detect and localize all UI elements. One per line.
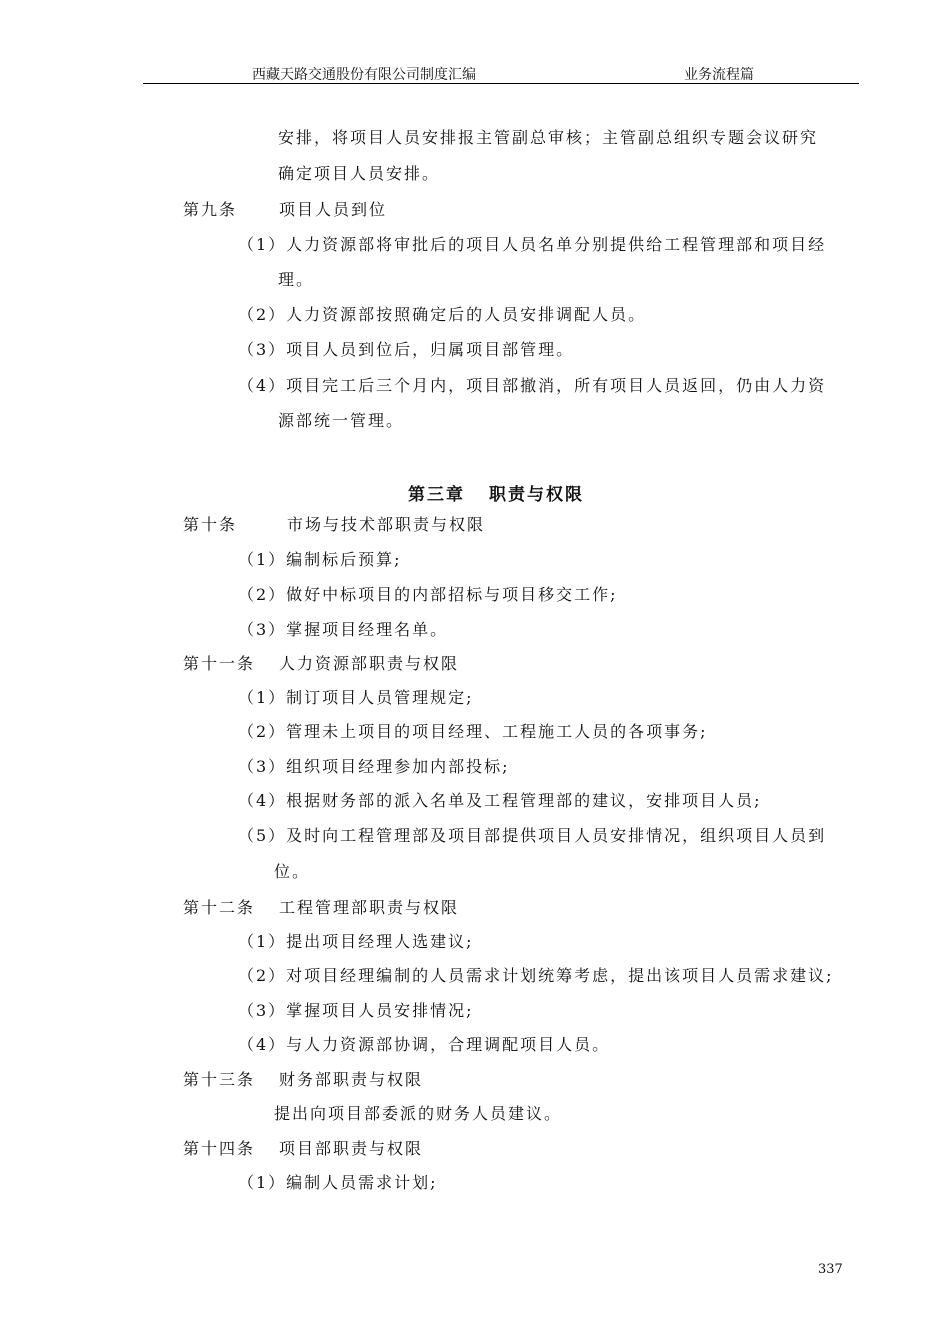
list-item: （3）项目人员到位后，归属项目部管理。 — [238, 340, 575, 359]
list-item: （4）根据财务部的派入名单及工程管理部的建议，安排项目人员; — [238, 791, 762, 810]
article-title: 项目人员到位 — [279, 200, 388, 219]
list-item: （2）做好中标项目的内部招标与项目移交工作; — [238, 585, 618, 604]
list-item: （1）制订项目人员管理规定; — [238, 688, 474, 707]
article-title: 人力资源部职责与权限 — [279, 654, 460, 673]
article-number: 第十条 — [183, 515, 238, 534]
article-number: 第十一条 — [183, 654, 256, 673]
article-title: 工程管理部职责与权限 — [279, 898, 460, 917]
paragraph-line: 确定项目人员安排。 — [278, 164, 441, 183]
list-item: 源部统一管理。 — [278, 411, 405, 430]
article-title: 财务部职责与权限 — [279, 1070, 424, 1089]
chapter-number: 第三章 — [408, 485, 465, 505]
article-number: 第十四条 — [183, 1139, 256, 1158]
article-heading — [183, 1139, 423, 1159]
article-heading — [183, 1070, 423, 1090]
list-item: （3）组织项目经理参加内部投标; — [238, 757, 510, 776]
list-item: （1）人力资源部将审批后的项目人员名单分别提供给工程管理部和项目经 — [238, 235, 827, 254]
header-company-title: 西藏天路交通股份有限公司制度汇编 — [252, 67, 476, 83]
list-item: （3）掌握项目经理名单。 — [238, 620, 449, 639]
list-item: 位。 — [274, 862, 311, 881]
list-item: （2）人力资源部按照确定后的人员安排调配人员。 — [238, 305, 647, 324]
article-number: 第十二条 — [183, 898, 256, 917]
page-number: 337 — [818, 1262, 843, 1277]
chapter-title: 职责与权限 — [489, 485, 584, 505]
list-item: （1）编制标后预算; — [238, 550, 402, 569]
article-number: 第十三条 — [183, 1070, 256, 1089]
article-title: 市场与技术部职责与权限 — [287, 515, 486, 534]
paragraph-line: 安排，将项目人员安排报主管副总审核；主管副总组织专题会议研究 — [278, 128, 819, 147]
paragraph-line: 提出向项目部委派的财务人员建议。 — [274, 1104, 563, 1123]
article-number: 第九条 — [183, 200, 238, 219]
list-item: （5）及时向工程管理部及项目部提供项目人员安排情况，组织项目人员到 — [238, 826, 827, 845]
article-heading — [183, 200, 387, 220]
list-item: （3）掌握项目人员安排情况; — [238, 1001, 474, 1020]
list-item: 理。 — [278, 270, 315, 289]
article-heading — [183, 654, 459, 674]
list-item: （4）项目完工后三个月内，项目部撤消，所有项目人员返回，仍由人力资 — [238, 376, 827, 395]
list-item: （1）编制人员需求计划; — [238, 1173, 438, 1192]
chapter-heading — [0, 480, 950, 505]
list-item: （1）提出项目经理人选建议; — [238, 932, 474, 951]
header-section-title: 业务流程篇 — [684, 67, 754, 83]
header-rule — [143, 83, 859, 84]
article-heading — [183, 898, 459, 918]
list-item: （2）对项目经理编制的人员需求计划统筹考虑，提出该项目人员需求建议; — [238, 966, 834, 985]
article-heading — [183, 515, 485, 535]
list-item: （4）与人力资源部协调，合理调配项目人员。 — [238, 1035, 611, 1054]
list-item: （2）管理未上项目的项目经理、工程施工人员的各项事务; — [238, 722, 708, 741]
article-title: 项目部职责与权限 — [279, 1139, 424, 1158]
